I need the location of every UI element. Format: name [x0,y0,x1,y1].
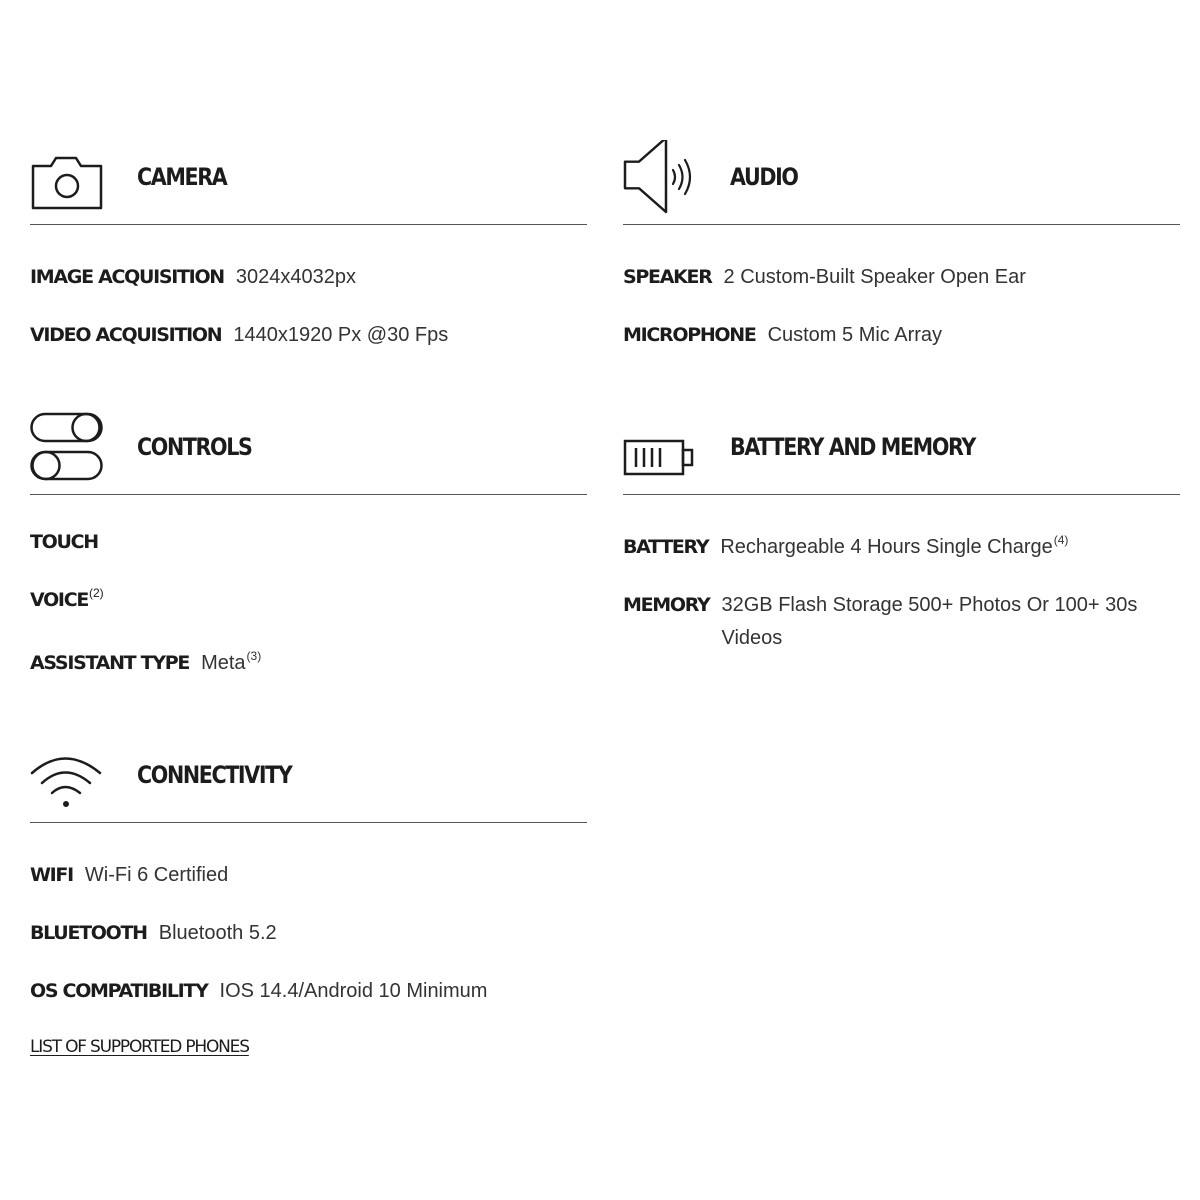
spec-value: 32GB Flash Storage 500+ Photos Or 100+ 30s Videos [721,594,1138,649]
battery-icon [623,410,697,484]
spec-label: TOUCH [30,531,98,553]
spec-value-text: Meta [201,652,246,674]
spec-value: 3024x4032px [235,266,357,288]
spec-value [720,531,1068,564]
battery-memory-header [623,400,1180,495]
footnote-marker: (3) [246,649,262,663]
controls-header [30,400,587,495]
spec-label-text: VOICE [30,589,89,611]
spec-row-image-acquisition [30,261,587,294]
wifi-icon [30,738,104,812]
connectivity-title: CONNECTIVITY [137,761,292,789]
spec-value: IOS 14.4/Android 10 Minimum [219,980,488,1002]
spec-value-text: Rechargeable 4 Hours Single Charge [720,536,1053,558]
spec-label: VIDEO ACQUISITION [30,324,222,346]
speaker-icon [623,140,697,214]
footnote-marker: (2) [89,586,104,600]
battery-memory-section [623,400,1180,680]
spec-value: 1440x1920 Px @30 Fps [233,324,449,346]
spec-row-voice [30,586,587,622]
spec-label: MICROPHONE [623,324,756,346]
spec-value: Wi-Fi 6 Certified [84,864,229,886]
audio-title: AUDIO [730,163,798,191]
spec-label: IMAGE ACQUISITION [30,266,224,288]
supported-phones-link[interactable]: LIST OF SUPPORTED PHONES [30,1037,249,1057]
camera-section [30,130,587,377]
spec-value [201,647,261,680]
spec-row-assistant-type [30,647,587,680]
spec-label [30,586,104,611]
battery-memory-title: BATTERY AND MEMORY [730,433,975,461]
toggle-switches-icon [30,410,104,484]
spec-row-os-compatibility [30,975,587,1008]
controls-section [30,400,587,705]
footnote-marker: (4) [1053,533,1069,547]
spec-value: Bluetooth 5.2 [158,922,277,944]
spec-row-bluetooth [30,917,587,950]
spec-row-memory [623,589,1180,655]
spec-label: BLUETOOTH [30,922,147,944]
spec-row-touch [30,531,587,564]
spec-label: OS COMPATIBILITY [30,980,208,1002]
spec-label: MEMORY [623,594,710,616]
spec-row-speaker [623,261,1180,294]
connectivity-header [30,728,587,823]
audio-header [623,130,1180,225]
spec-label: ASSISTANT TYPE [30,652,190,674]
spec-value: 2 Custom-Built Speaker Open Ear [723,266,1026,288]
spec-row-wifi [30,859,587,892]
spec-row-microphone [623,319,1180,352]
spec-label: WIFI [30,864,73,886]
camera-icon [30,140,104,214]
spec-value: Custom 5 Mic Array [767,324,943,346]
camera-header [30,130,587,225]
controls-title: CONTROLS [137,433,252,461]
spec-label: BATTERY [623,536,709,558]
spec-label: SPEAKER [623,266,712,288]
spec-row-video-acquisition [30,319,587,352]
camera-title: CAMERA [137,163,227,191]
connectivity-section [30,728,587,1057]
spec-row-battery [623,531,1180,564]
audio-section [623,130,1180,377]
